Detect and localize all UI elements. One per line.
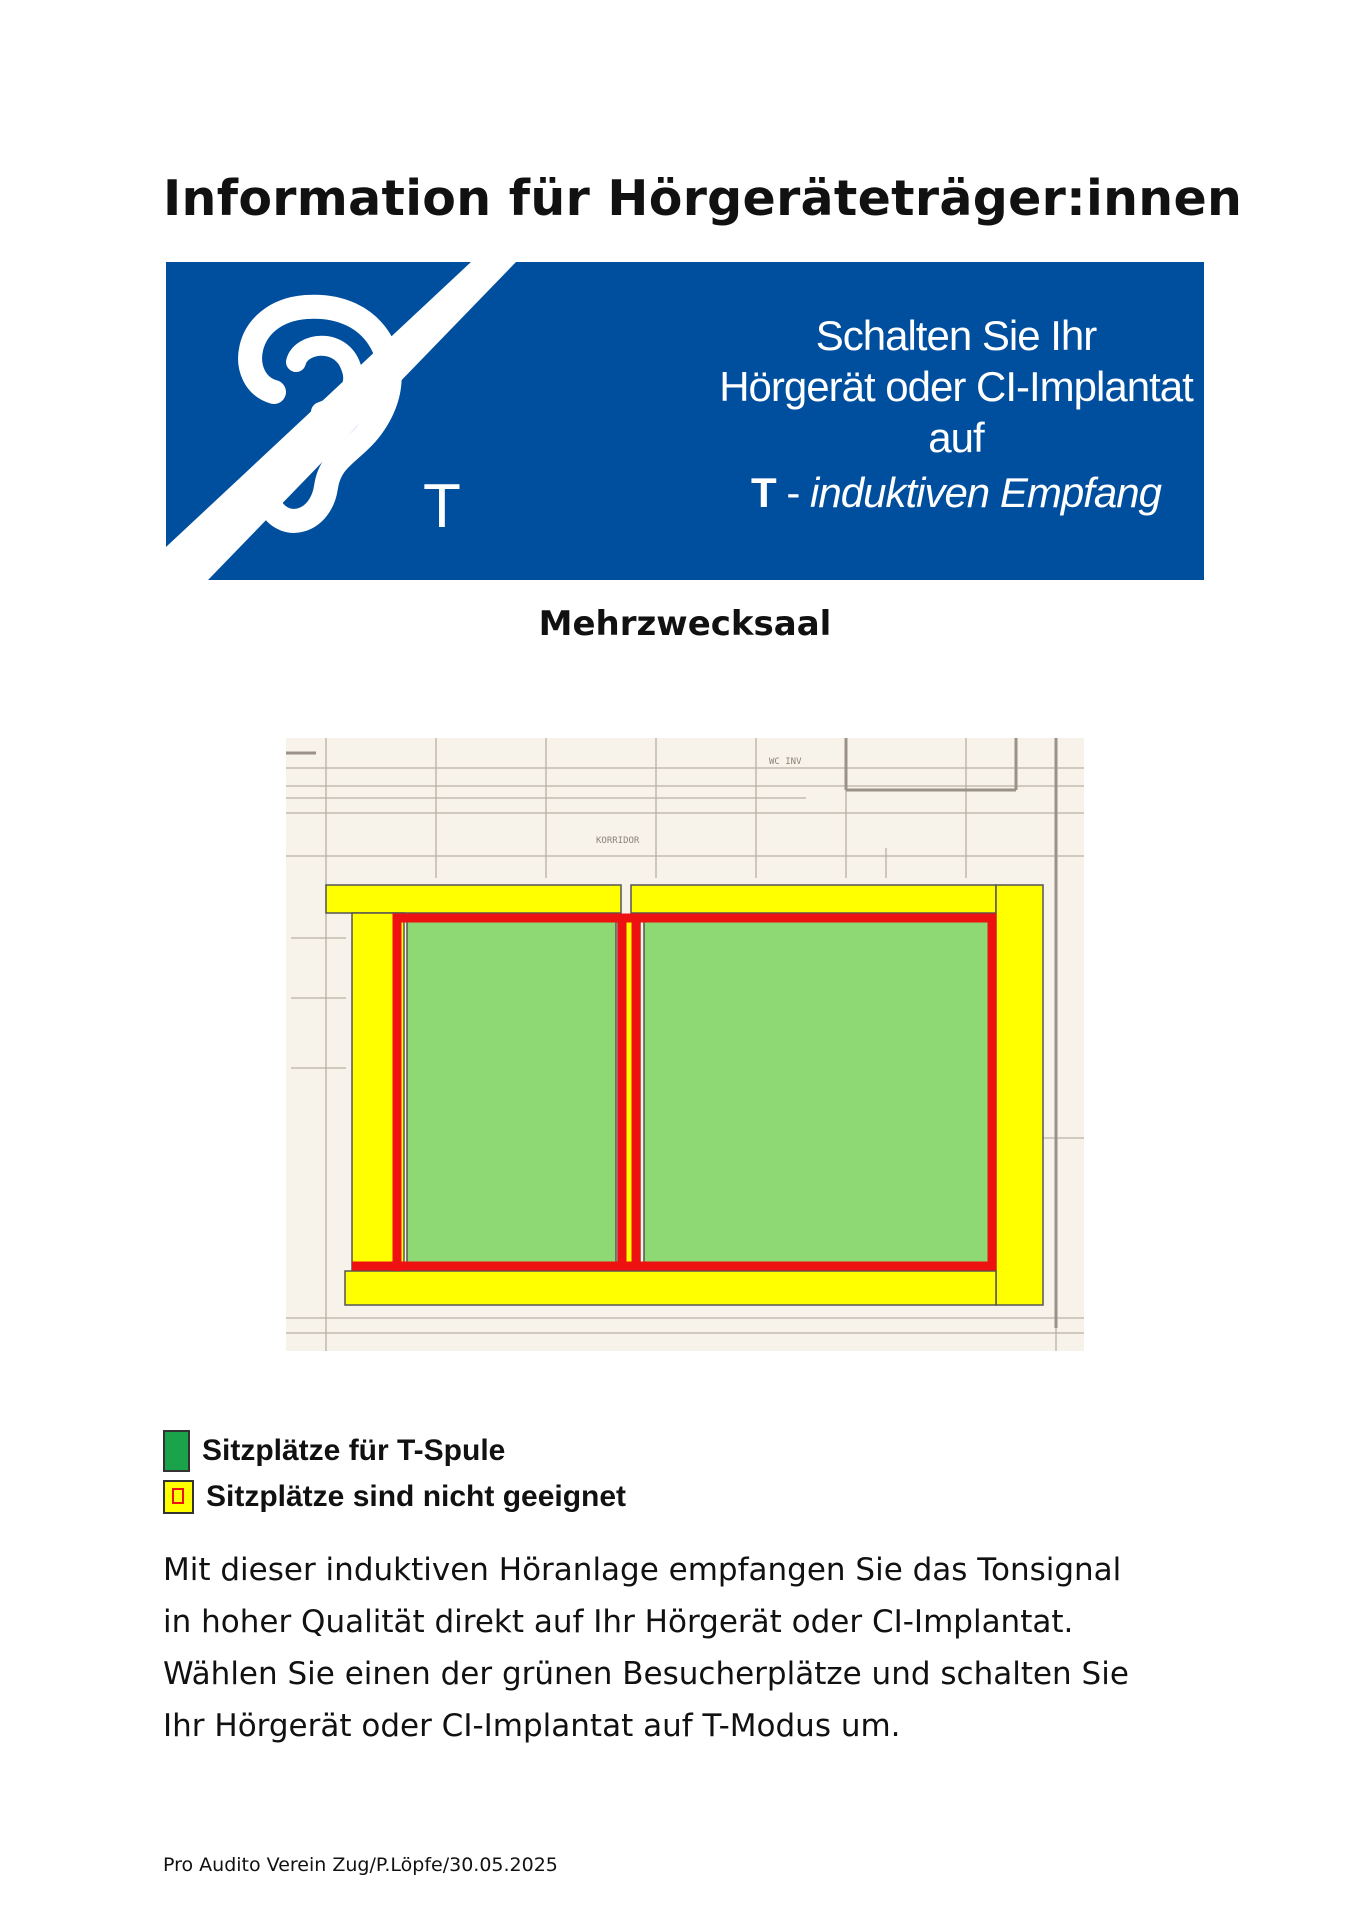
banner-dash: - [775,469,811,516]
suitable-zone-left [407,921,616,1264]
footer-credit: Pro Audito Verein Zug/P.Löpfe/30.05.2025 [163,1854,558,1876]
banner-line-2: Hörgerät oder CI-Implantat [719,363,1193,410]
body-paragraph [163,1544,1243,1752]
yellow-swatch-icon [163,1480,194,1514]
hearing-loop-banner [166,262,1204,580]
body-line: Ihr Hörgerät oder CI-Implantat auf T-Modus um. [163,1708,901,1744]
body-line: in hoher Qualität direkt auf Ihr Hörgerät oder CI-Implantat. [163,1604,1074,1640]
floor-plan-drawing [286,738,1084,1351]
legend-unsuitable [163,1474,626,1520]
t-symbol: T [423,472,461,541]
body-line: Mit dieser induktiven Höranlage empfangen Sie das Tonsignal [163,1552,1122,1588]
legend [163,1428,626,1520]
wc-label: WC INV [769,757,802,767]
suitable-zone-right [644,921,991,1264]
legend-unsuitable-label: Sitzplätze sind nicht geeignet [206,1480,627,1513]
banner-line-1: Schalten Sie Ihr [815,312,1097,359]
floor-plan [286,738,1084,1351]
korridor-label: KORRIDOR [596,836,640,846]
page-title: Information für Hörgeräteträger:innen [163,170,1243,227]
legend-suitable [163,1428,626,1474]
banner-bold-t: T [751,469,776,516]
banner-line-3: auf [928,414,984,461]
banner-italic-text: induktiven Empfang [810,469,1161,516]
room-name: Mehrzwecksaal [538,604,832,644]
body-line: Wählen Sie einen der grünen Besucherplätze und schalten Sie [163,1656,1129,1692]
banner-instruction [706,310,1204,518]
green-swatch-icon [163,1430,190,1472]
legend-suitable-label: Sitzplätze für T-Spule [202,1434,506,1467]
banner-line-4 [706,467,1204,518]
